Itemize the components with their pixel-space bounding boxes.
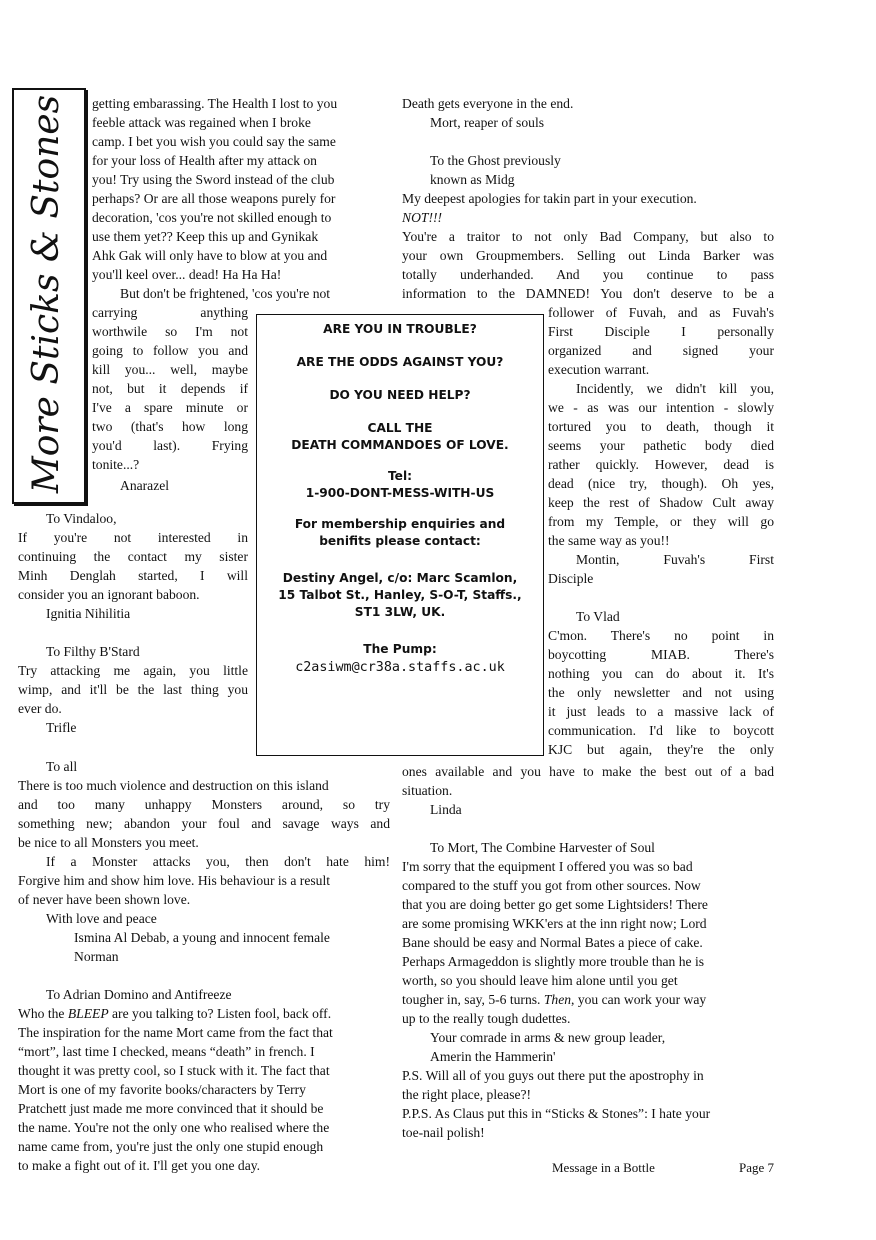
- text-line: name came from, you're just the only one stupid enough: [18, 1139, 324, 1154]
- text-line: totally underhanded. And you continue to pass: [402, 267, 774, 282]
- ad-address: ST1 3LW, UK.: [354, 605, 446, 619]
- signature: Anarazel: [120, 478, 170, 493]
- text-line: of never have been shown love.: [18, 892, 191, 907]
- ad-address: Destiny Angel, c/o: Marc Scamlon,: [282, 571, 518, 585]
- letter-heading: To the Ghost previously: [430, 153, 561, 168]
- ad-tel-number: 1-900-DONT-MESS-WITH-US: [305, 486, 495, 500]
- text-emphasis: Then: [543, 992, 572, 1007]
- text-line: for your loss of Health after my attack on: [92, 153, 317, 168]
- text-line: [402, 208, 774, 227]
- signature: Ismina Al Debab, a young and innocent female: [74, 930, 330, 945]
- col1-lower: [18, 757, 390, 1175]
- text-line: your own Groupmembers. Selling out Linda Barker was: [402, 248, 774, 263]
- text-line: to make a fight out of it. I'll get you one day.: [18, 1158, 261, 1173]
- letter-heading: To all: [46, 759, 78, 774]
- signature: Disciple: [548, 571, 594, 586]
- text-line: feeble attack was regained when I broke: [92, 115, 311, 130]
- text-line: If you're not interested in: [18, 530, 248, 545]
- text-line: you! Try using the Sword instead of the club: [92, 172, 335, 187]
- signature: Linda: [430, 802, 462, 817]
- col1-letters: [18, 509, 248, 737]
- ad-email: c2asiwm@cr38a.staffs.ac.uk: [295, 660, 505, 675]
- text-line: Incidently, we didn't kill you,: [576, 381, 774, 396]
- col2-top: [402, 94, 774, 303]
- text-line: we - as was our intention - slowly: [548, 400, 774, 415]
- text-line: continuing the contact my sister: [18, 549, 248, 564]
- col1-top: [92, 94, 390, 303]
- text-line: that you are doing better go get some Lightsiders! There: [402, 897, 708, 912]
- text-line: from my Temple, or they will go: [548, 514, 774, 529]
- text-line: Death gets everyone in the end.: [402, 96, 574, 111]
- letter-heading: To Filthy B'Stard: [46, 644, 140, 659]
- text-line: worth, so you should leave him alone until you get: [402, 973, 678, 988]
- text-line: toe-nail polish!: [402, 1125, 485, 1140]
- text-line: use them yet?? Keep this up and Gynikak: [92, 229, 319, 244]
- text-line: You're a traitor to not only Bad Company, but also to: [402, 229, 774, 244]
- text-line: ever do.: [18, 701, 62, 716]
- text-line: not, but it depends if: [92, 381, 248, 396]
- text-line: up to the really tough dudettes.: [402, 1011, 571, 1026]
- ad-address: 15 Talbot St., Hanley, S-O-T, Staffs.,: [278, 588, 522, 602]
- text-line: something new; abandon your foul and savage ways and: [18, 816, 390, 831]
- text-line: going to follow you and: [92, 343, 248, 358]
- section-tab-title: More Sticks & Stones: [26, 94, 67, 494]
- text-line: wimp, and it'll be the last thing you: [18, 682, 248, 697]
- text-line: organized and signed your: [548, 343, 774, 358]
- text-line: “mort”, last time I checked, means “death” in french. I: [18, 1044, 315, 1059]
- text-line: getting embarassing. The Health I lost to you: [92, 96, 338, 111]
- text-line: thought it was pretty cool, so I stuck with it. The fact that: [18, 1063, 330, 1078]
- page-number: Page 7: [738, 1160, 774, 1175]
- ad-tel-label: Tel:: [387, 469, 412, 483]
- text-line: If a Monster attacks you, then don't hate him!: [46, 854, 390, 869]
- text-line: perhaps? Or are all those weapons purely for: [92, 191, 336, 206]
- ad-pump-label: The Pump:: [363, 642, 437, 656]
- signature: Montin, Fuvah's First: [576, 552, 774, 567]
- signature: Mort, reaper of souls: [430, 115, 545, 130]
- text-emphasis: NOT!!!: [402, 210, 443, 225]
- letter-heading: known as Midg: [430, 172, 515, 187]
- text-line: decoration, 'cos you're not skilled enough to: [92, 210, 332, 225]
- text-line: and too many unhappy Monsters around, so try: [18, 797, 390, 812]
- text-line: Mort is one of my favorite books/characters by Terry: [18, 1082, 306, 1097]
- text-emphasis: BLEEP: [67, 1006, 109, 1021]
- text-line: situation.: [402, 783, 453, 798]
- text-line: Forgive him and show him love. His behaviour is a result: [18, 873, 330, 888]
- text-line: camp. I bet you wish you could say the same: [92, 134, 336, 149]
- text-line: First Disciple I personally: [548, 324, 774, 339]
- text-line: [18, 1004, 390, 1023]
- text-line: dead (nice try, though). Oh yes,: [548, 476, 774, 491]
- text-line: keep the rest of Shadow Cult away: [548, 495, 774, 510]
- text-line: seems your pathetic body died: [548, 438, 774, 453]
- text-line: Ahk Gak will only have to blow at you and: [92, 248, 328, 263]
- text-line: I've a spare minute or: [92, 400, 248, 415]
- text-line: Minh Denglah started, I will: [18, 568, 248, 583]
- text-line: Bane should be easy and Normal Bates a piece of cake.: [402, 935, 703, 950]
- text-span: , you can work your way: [571, 992, 707, 1007]
- text-line: the right place, please?!: [402, 1087, 532, 1102]
- text-line: carrying anything: [92, 305, 248, 320]
- text-line: communication. I'd like to boycott: [548, 723, 774, 738]
- text-line: P.P.S. As Claus put this in “Sticks & Stones”: I hate your: [402, 1106, 711, 1121]
- signature: With love and peace: [46, 911, 157, 926]
- text-line: The inspiration for the name Mort came from the fact that: [18, 1025, 333, 1040]
- text-line: are some promising WKK'ers at the inn right now; Lord: [402, 916, 707, 931]
- letter-heading: To Mort, The Combine Harvester of Soul: [430, 840, 655, 855]
- signature: Trifle: [46, 720, 77, 735]
- footer: [552, 1160, 774, 1176]
- text-line: KJC but again, they're the only: [548, 742, 774, 757]
- ad-membership: For membership enquiries and: [294, 517, 506, 531]
- ad-line: ARE THE ODDS AGAINST YOU?: [296, 355, 504, 369]
- text-line: rather quickly. However, dead is: [548, 457, 774, 472]
- ad-line: ARE YOU IN TROUBLE?: [323, 322, 477, 336]
- ad-line: DEATH COMMANDOES OF LOVE.: [291, 438, 509, 452]
- text-line: tortured you to death, though it: [548, 419, 774, 434]
- text-line: nothing you can do about it. It's: [548, 666, 774, 681]
- text-line: worthwile so I'm not: [92, 324, 248, 339]
- signature: Your comrade in arms & new group leader,: [430, 1030, 666, 1045]
- text-line: Try attacking me again, you little: [18, 663, 248, 678]
- text-line: you'll keel over... dead! Ha Ha Ha!: [92, 267, 282, 282]
- text-span: Who the: [18, 1006, 68, 1021]
- text-line: it just leads to a massive lack of: [548, 704, 774, 719]
- text-line: execution warrant.: [548, 362, 650, 377]
- col2-wrap: [548, 303, 774, 759]
- text-line: you'd last). Frying: [92, 438, 248, 453]
- text-line: be nice to all Monsters you meet.: [18, 835, 199, 850]
- text-line: Perhaps Armageddon is slightly more trouble than he is: [402, 954, 705, 969]
- letter-heading: To Vlad: [576, 609, 620, 624]
- signature: Amerin the Hammerin': [430, 1049, 556, 1064]
- text-line: C'mon. There's no point in: [548, 628, 774, 643]
- text-line: the name. You're not the only one who realised where the: [18, 1120, 330, 1135]
- signature: Norman: [74, 949, 119, 964]
- col1-wrap: [92, 303, 248, 495]
- text-line: My deepest apologies for takin part in your execution.: [402, 191, 697, 206]
- signature: Ignitia Nihilitia: [46, 606, 131, 621]
- text-span: tougher in, say, 5-6 turns.: [402, 992, 544, 1007]
- text-line: compared to the stuff you got from other sources. Now: [402, 878, 701, 893]
- footer-publication: Message in a Bottle: [552, 1160, 655, 1175]
- text-line: follower of Fuvah, and as Fuvah's: [548, 305, 774, 320]
- text-span: are you talking to? Listen fool, back off.: [108, 1006, 332, 1021]
- text-line: the only newsletter and not using: [548, 685, 774, 700]
- text-line: boycotting MIAB. There's: [548, 647, 774, 662]
- text-line: ones available and you have to make the best out of a bad: [402, 764, 774, 779]
- text-line: There is too much violence and destruction on this island: [18, 778, 329, 793]
- text-line: Pratchett just made me more convinced that it should be: [18, 1101, 324, 1116]
- text-line: kill you... well, maybe: [92, 362, 248, 377]
- text-line: But don't be frightened, 'cos you're not: [120, 286, 331, 301]
- ad-line: CALL THE: [367, 421, 433, 435]
- advertisement-box: [256, 314, 544, 756]
- text-line: consider you an ignorant baboon.: [18, 587, 200, 602]
- text-line: two (that's how long: [92, 419, 248, 434]
- ad-line: DO YOU NEED HELP?: [329, 388, 471, 402]
- letter-heading: To Vindaloo,: [46, 511, 117, 526]
- text-line: [402, 990, 774, 1009]
- text-line: I'm sorry that the equipment I offered you was so bad: [402, 859, 693, 874]
- col2-lower: [402, 762, 774, 1142]
- letter-heading: To Adrian Domino and Antifreeze: [46, 987, 232, 1002]
- text-line: P.S. Will all of you guys out there put the apostrophy in: [402, 1068, 704, 1083]
- text-line: information to the DAMNED! You don't deserve to be a: [402, 286, 774, 301]
- ad-membership: benifits please contact:: [319, 534, 481, 548]
- text-line: tonite...?: [92, 457, 140, 472]
- text-line: the same way as you!!: [548, 533, 670, 548]
